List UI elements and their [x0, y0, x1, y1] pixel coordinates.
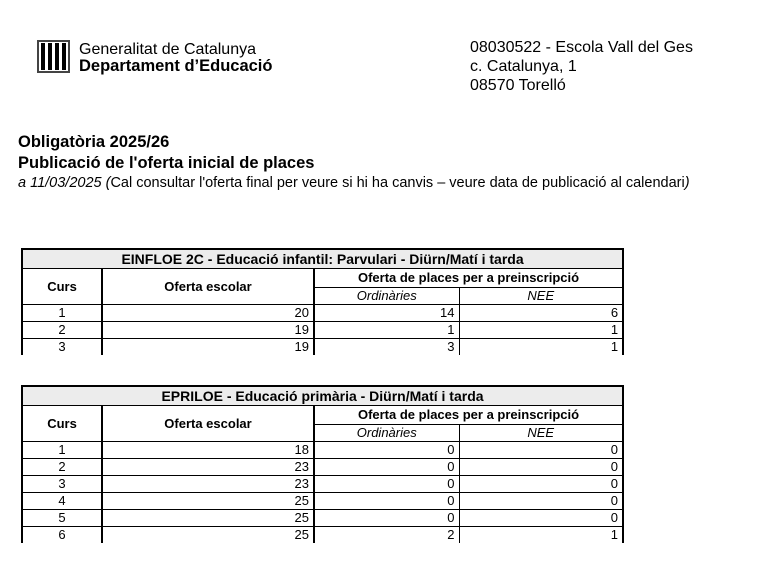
generalitat-logo-icon	[37, 40, 70, 73]
table-row	[22, 339, 623, 356]
cell-oferta-escolar: 20	[102, 305, 314, 322]
cell-curs: 3	[22, 476, 102, 493]
col-nee: NEE	[459, 425, 623, 442]
title-line-1: Obligatòria 2025/26	[18, 133, 170, 151]
org-line-1: Generalitat de Catalunya	[79, 41, 256, 58]
school-city: 08570 Torelló	[470, 77, 566, 94]
cell-nee: 0	[459, 476, 623, 493]
table-row	[22, 322, 623, 339]
cell-curs: 2	[22, 322, 102, 339]
cell-curs: 3	[22, 339, 102, 356]
table-row	[22, 459, 623, 476]
cell-curs: 2	[22, 459, 102, 476]
cell-curs: 5	[22, 510, 102, 527]
publication-note	[18, 175, 690, 191]
cell-nee: 0	[459, 459, 623, 476]
cell-ordinaries: 2	[314, 527, 459, 544]
col-oferta-places: Oferta de places per a preinscripció	[314, 406, 623, 425]
school-name: 08030522 - Escola Vall del Ges	[470, 39, 693, 56]
cell-ordinaries: 0	[314, 442, 459, 459]
title-line-2: Publicació de l'oferta inicial de places	[18, 154, 315, 172]
table-title: EINFLOE 2C - Educació infantil: Parvulari - Diürn/Matí i tarda	[22, 249, 623, 269]
cell-ordinaries: 0	[314, 510, 459, 527]
cell-ordinaries: 0	[314, 459, 459, 476]
cell-nee: 1	[459, 322, 623, 339]
cell-curs: 4	[22, 493, 102, 510]
page-title	[18, 132, 314, 174]
cell-oferta-escolar: 19	[102, 339, 314, 356]
cell-ordinaries: 14	[314, 305, 459, 322]
table-row	[22, 510, 623, 527]
cell-nee: 0	[459, 510, 623, 527]
cell-curs: 6	[22, 527, 102, 544]
col-nee: NEE	[459, 288, 623, 305]
cell-nee: 1	[459, 527, 623, 544]
offer-table-primaria	[21, 385, 624, 543]
note-text: Cal consultar l'oferta final per veure si hi ha canvis – veure data de publicació al calendari	[110, 175, 685, 191]
cell-ordinaries: 0	[314, 493, 459, 510]
cell-curs: 1	[22, 305, 102, 322]
organization-name	[79, 42, 272, 74]
cell-oferta-escolar: 25	[102, 527, 314, 544]
cell-nee: 1	[459, 339, 623, 356]
cell-oferta-escolar: 19	[102, 322, 314, 339]
cell-oferta-escolar: 25	[102, 510, 314, 527]
note-suffix: )	[684, 175, 690, 191]
cell-oferta-escolar: 23	[102, 476, 314, 493]
cell-ordinaries: 1	[314, 322, 459, 339]
org-line-2: Departament d’Educació	[79, 57, 273, 75]
table-row	[22, 493, 623, 510]
cell-nee: 6	[459, 305, 623, 322]
offer-table-infantil	[21, 248, 624, 355]
table-row	[22, 476, 623, 493]
cell-oferta-escolar: 23	[102, 459, 314, 476]
table-row	[22, 527, 623, 544]
school-street: c. Catalunya, 1	[470, 58, 577, 75]
cell-nee: 0	[459, 493, 623, 510]
school-address	[470, 38, 693, 95]
col-curs: Curs	[22, 406, 102, 442]
cell-oferta-escolar: 18	[102, 442, 314, 459]
cell-oferta-escolar: 25	[102, 493, 314, 510]
table-title: EPRILOE - Educació primària - Diürn/Matí i tarda	[22, 386, 623, 406]
col-oferta-places: Oferta de places per a preinscripció	[314, 269, 623, 288]
col-curs: Curs	[22, 269, 102, 305]
col-ordinaries: Ordinàries	[314, 288, 459, 305]
cell-nee: 0	[459, 442, 623, 459]
cell-ordinaries: 3	[314, 339, 459, 356]
col-ordinaries: Ordinàries	[314, 425, 459, 442]
publication-date: a 11/03/2025 (	[18, 175, 111, 191]
cell-curs: 1	[22, 442, 102, 459]
col-oferta-escolar: Oferta escolar	[102, 406, 314, 442]
cell-ordinaries: 0	[314, 476, 459, 493]
table-row	[22, 305, 623, 322]
col-oferta-escolar: Oferta escolar	[102, 269, 314, 305]
table-row	[22, 442, 623, 459]
